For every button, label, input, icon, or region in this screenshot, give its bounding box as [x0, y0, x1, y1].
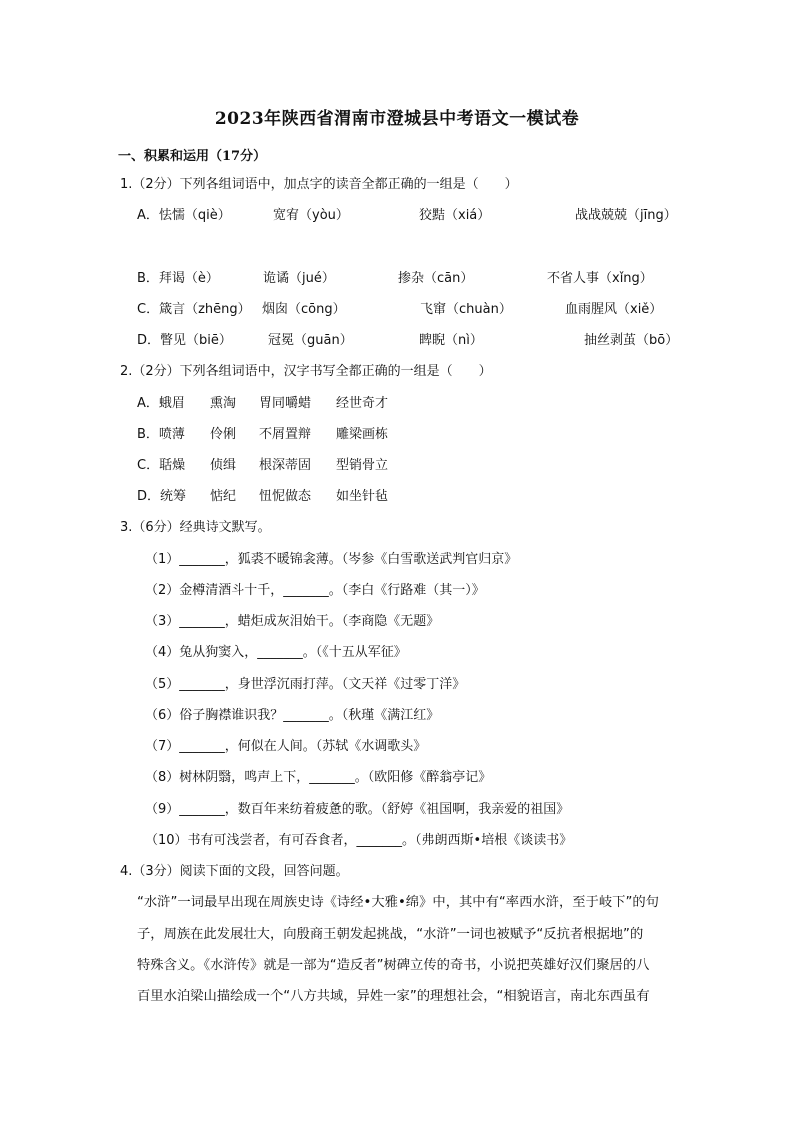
q2-d-2: 惦纪	[210, 489, 237, 504]
q1-a-1: A．怯懦（qiè）	[137, 208, 231, 223]
q2-c-2: 侦缉	[210, 458, 237, 473]
q2-c-1: C．聒燥	[137, 458, 186, 473]
q3-item-1: （1）_______，狐裘不暖锦衾薄。（岑参《白雪歌送武判官归京》	[145, 552, 518, 567]
q1-c-1: C．箴言（zhēng）	[137, 302, 251, 317]
q1-d-2: 冠冕（guān）	[268, 333, 353, 348]
q4-passage-line-1: “水浒”一词最早出现在周族史诗《诗经•大雅•绵》中，其中有“率西水浒，至于岐下”的句	[137, 895, 659, 910]
q3-item-5: （5）_______，身世浮沉雨打萍。（文天祥《过零丁洋》	[145, 677, 466, 692]
question-1-stem: 1.（2分）下列各组词语中，加点字的读音全都正确的一组是（ ）	[120, 177, 518, 192]
q3-item-10: （10）书有可浅尝者，有可吞食者，_______。（弗朗西斯•培根《谈读书》	[145, 833, 573, 848]
q3-item-3: （3）_______，蜡炬成灰泪始干。（李商隐《无题》	[145, 614, 440, 629]
q2-c-3: 根深蒂固	[259, 458, 312, 473]
q3-item-4: （4）兔从狗窦入，_______。（《十五从军征》	[145, 645, 407, 660]
q1-c-4: 血雨腥风（xiě）	[565, 302, 663, 317]
q3-item-6: （6）俗子胸襟谁识我？_______。（秋瑾《满江红》	[145, 708, 440, 723]
q2-b-1: B．喷薄	[137, 427, 185, 442]
q2-c-4: 型销骨立	[336, 458, 389, 473]
section-heading: 一、积累和运用（17分）	[118, 149, 267, 164]
q2-d-1: D．统筹	[137, 489, 187, 504]
q1-a-3: 狡黠（xiá）	[419, 208, 491, 223]
q1-d-3: 睥睨（nì）	[419, 333, 483, 348]
q1-c-2: 烟囱（cōng）	[262, 302, 346, 317]
q3-item-9: （9）_______，数百年来纺着疲惫的歌。（舒婷《祖国啊，我亲爱的祖国》	[145, 802, 570, 817]
q2-b-3: 不屑置辩	[259, 427, 312, 442]
q2-d-4: 如坐针毡	[336, 489, 389, 504]
q1-a-4: 战战兢兢（jīng）	[575, 208, 677, 223]
q4-passage-line-4: 百里水泊梁山描绘成一个“八方共域，异姓一家”的理想社会，“相貌语言，南北东西虽有	[137, 989, 650, 1004]
q1-b-3: 掺杂（cān）	[398, 271, 474, 286]
question-4-stem: 4.（3分）阅读下面的文段，回答问题。	[120, 864, 349, 879]
q2-d-3: 忸怩做态	[259, 489, 312, 504]
q2-b-4: 雕梁画栋	[336, 427, 389, 442]
question-3-stem: 3.（6分）经典诗文默写。	[120, 520, 271, 535]
q1-d-1: D．瞥见（biē）	[137, 333, 232, 348]
q2-a-4: 经世奇才	[336, 396, 389, 411]
q2-a-1: A．蛾眉	[137, 396, 185, 411]
page-title: 2023年陕西省渭南市澄城县中考语文一模试卷	[214, 109, 580, 129]
q1-a-2: 宽宥（yòu）	[273, 208, 349, 223]
q4-passage-line-2: 子，周族在此发展壮大，向殷商王朝发起挑战，“水浒”一词也被赋予“反抗者根据地”的	[137, 927, 644, 942]
q1-d-4: 抽丝剥茧（bō）	[584, 333, 679, 348]
q2-a-2: 熏淘	[210, 396, 237, 411]
question-2-stem: 2.（2分）下列各组词语中，汉字书写全都正确的一组是（ ）	[120, 364, 492, 379]
q1-b-1: B．拜谒（è）	[137, 271, 219, 286]
q4-passage-line-3: 特殊含义。《水浒传》就是一部为“造反者”树碑立传的奇书，小说把英雄好汉们聚居的八	[137, 958, 650, 973]
q2-b-2: 伶俐	[210, 427, 237, 442]
q1-b-4: 不省人事（xǐng）	[547, 271, 653, 286]
q3-item-2: （2）金樽清酒斗十千，_______。（李白《行路难（其一）》	[145, 583, 485, 598]
q1-b-2: 诡谲（jué）	[263, 271, 335, 286]
q2-a-3: 胃同嚼蜡	[259, 396, 312, 411]
q1-c-3: 飞窜（chuàn）	[420, 302, 512, 317]
q3-item-8: （8）树林阴翳，鸣声上下，_______。（欧阳修《醉翁亭记》	[145, 770, 492, 785]
q3-item-7: （7）_______，何似在人间。（苏轼《水调歌头》	[145, 739, 427, 754]
